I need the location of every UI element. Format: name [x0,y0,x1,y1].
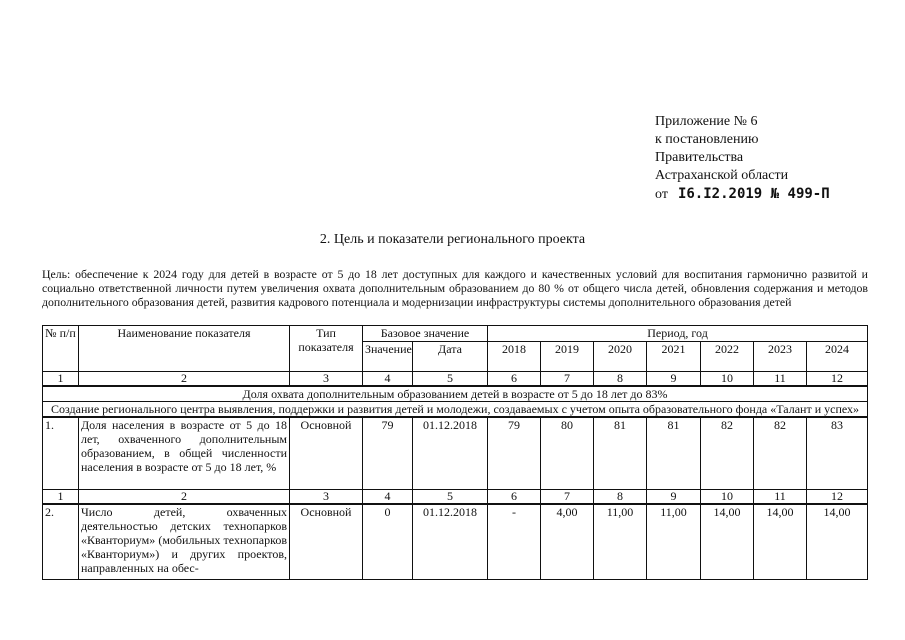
from-label: от [655,187,668,202]
appendix-line: Приложение № 6 [655,114,758,129]
col-number: 9 [647,372,701,387]
col-number: 6 [488,489,541,504]
col-number: 1 [43,489,79,504]
col-number: 4 [363,372,413,387]
header-value: Значение [363,342,413,372]
section-title-row [43,386,868,402]
row-year-value: 82 [754,417,807,489]
row-year-value: 82 [701,417,754,489]
goal-paragraph: Цель: обеспечение к 2024 году для детей в возрасте от 5 до 18 лет доступных для каждого и качественных условий для воспитания гармонично развитой и социально ответственной личности путем увеличения охвата дополнительным образованием до 80 % от общего числа детей, обновления содержания и методов дополнительного образования детей, развития кадрового потенциала и модернизации инфраструктуры системы дополнительного образования детей [42,267,868,310]
header-date: Дата [413,342,488,372]
col-number: 8 [594,372,647,387]
row-indicator-name: Число детей, охваченных деятельностью детских технопарков «Кванториум» (мобильных технопарков «Кванториум») и других проектов, направленных на обес- [79,504,290,580]
appendix-date-line [655,185,830,204]
indicators-table [42,325,868,580]
col-number: 11 [754,489,807,504]
row-base-date: 01.12.2018 [413,417,488,489]
row-year-value: 80 [541,417,594,489]
appendix-line: Правительства [655,150,744,165]
col-number: 7 [541,372,594,387]
col-number: 12 [807,372,868,387]
row-base-value: 79 [363,417,413,489]
row-type: Основной [290,504,363,580]
column-number-row [43,489,868,504]
header-year: 2024 [807,342,868,372]
col-number: 11 [754,372,807,387]
header-year: 2023 [754,342,807,372]
header-year: 2020 [594,342,647,372]
appendix-line: к постановлению [655,132,759,147]
row-year-value: 14,00 [754,504,807,580]
row-year-value: 83 [807,417,868,489]
header-name: Наименование показателя [79,326,290,372]
col-number: 3 [290,489,363,504]
appendix-block [655,113,830,204]
row-no: 1. [43,417,79,489]
row-year-value: 81 [647,417,701,489]
column-number-row [43,372,868,387]
section-heading: Доля охвата дополнительным образованием детей в возрасте от 5 до 18 лет до 83% [43,386,868,402]
row-year-value: 11,00 [647,504,701,580]
header-period: Период, год [488,326,868,342]
row-year-value: 14,00 [701,504,754,580]
section-title: 2. Цель и показатели регионального проекта [319,232,586,247]
row-year-value: 11,00 [594,504,647,580]
row-year-value: - [488,504,541,580]
col-number: 12 [807,489,868,504]
date-number-stamp: I6.I2.2019 № 499-П [677,186,830,202]
section-subheading: Создание регионального центра выявления, поддержки и развития детей и молодежи, создаваемых с учетом опыта образовательного фонда «Талант и успех» [43,402,868,418]
col-number: 9 [647,489,701,504]
col-number: 1 [43,372,79,387]
row-no: 2. [43,504,79,580]
header-no: № п/п [43,326,79,372]
row-base-date: 01.12.2018 [413,504,488,580]
row-indicator-name: Доля населения в возрасте от 5 до 18 лет, охваченного дополнительным образованием, в общей численности населения в возрасте от 5 до 18 лет, % [79,417,290,489]
col-number: 6 [488,372,541,387]
row-base-value: 0 [363,504,413,580]
col-number: 10 [701,372,754,387]
col-number: 5 [413,372,488,387]
table-row [43,504,868,580]
table-row [43,417,868,489]
section-subtitle-row [43,402,868,418]
header-year: 2018 [488,342,541,372]
header-base: Базовое значение [363,326,488,342]
row-year-value: 79 [488,417,541,489]
col-number: 4 [363,489,413,504]
header-type: Тип показателя [290,326,363,372]
row-year-value: 81 [594,417,647,489]
header-year: 2021 [647,342,701,372]
header-year: 2019 [541,342,594,372]
header-row [43,326,868,342]
col-number: 10 [701,489,754,504]
row-year-value: 14,00 [807,504,868,580]
col-number: 7 [541,489,594,504]
header-year: 2022 [701,342,754,372]
col-number: 8 [594,489,647,504]
col-number: 2 [79,489,290,504]
col-number: 3 [290,372,363,387]
row-year-value: 4,00 [541,504,594,580]
col-number: 5 [413,489,488,504]
col-number: 2 [79,372,290,387]
appendix-line: Астраханской области [655,168,789,183]
row-type: Основной [290,417,363,489]
